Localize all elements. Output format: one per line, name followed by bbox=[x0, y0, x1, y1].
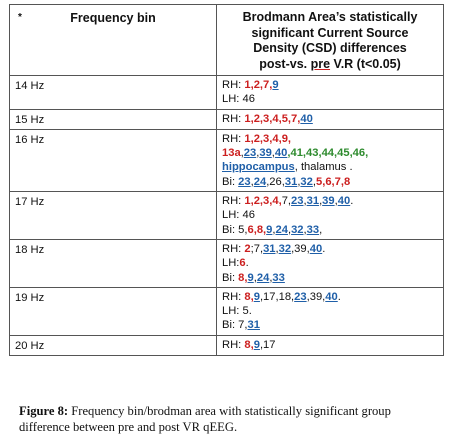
area-line bbox=[222, 256, 438, 270]
area-red: 8, bbox=[244, 290, 254, 303]
area-text: , bbox=[253, 271, 257, 284]
area-text: ;7, bbox=[250, 242, 264, 255]
brodmann-cell bbox=[217, 76, 444, 110]
area-text: Bi: bbox=[222, 271, 239, 284]
table-row bbox=[10, 192, 444, 240]
header-frequency-label: Frequency bin bbox=[70, 11, 156, 25]
area-text: , bbox=[303, 195, 307, 208]
area-red: 1,2,7, bbox=[244, 79, 273, 91]
area-blue: 39 bbox=[322, 195, 335, 208]
table-row bbox=[10, 109, 444, 129]
area-blue: 31 bbox=[284, 175, 298, 188]
area-blue: 40 bbox=[274, 147, 288, 160]
area-text: , bbox=[269, 271, 273, 284]
area-blue: 9 bbox=[253, 290, 260, 303]
area-red: 1,2,3,4, bbox=[244, 195, 282, 208]
area-text: LH: 46 bbox=[222, 93, 255, 106]
area-text: , bbox=[334, 195, 338, 208]
table-row bbox=[10, 287, 444, 335]
area-text: , bbox=[240, 147, 244, 160]
header-mark: * bbox=[18, 12, 22, 23]
area-blue: 32 bbox=[300, 175, 313, 188]
area-line bbox=[222, 223, 438, 237]
header-line: post-vs. pre V.R (t<0.05) bbox=[259, 56, 401, 71]
frequency-cell: 20 Hz bbox=[10, 335, 217, 355]
area-blue: 31 bbox=[263, 242, 276, 255]
area-line bbox=[222, 146, 438, 160]
brodmann-cell bbox=[217, 287, 444, 335]
area-red: 1,2,3,4,9, bbox=[244, 132, 292, 145]
area-blue: 9 bbox=[253, 338, 260, 351]
area-text: ,17,18, bbox=[259, 290, 295, 303]
area-text: , bbox=[256, 147, 260, 160]
area-text: , bbox=[250, 175, 254, 188]
area-blue: 9 bbox=[266, 223, 273, 236]
area-blue: 31 bbox=[306, 195, 320, 208]
area-text: RH: bbox=[222, 132, 245, 145]
header-brodmann-area bbox=[217, 5, 444, 76]
figure-caption bbox=[19, 403, 439, 435]
area-blue: 31 bbox=[247, 319, 260, 332]
area-text: , bbox=[319, 223, 323, 236]
area-blue: 40 bbox=[300, 112, 313, 125]
area-text: Bi: 7, bbox=[222, 319, 248, 332]
area-text: LH: bbox=[222, 257, 240, 270]
area-blue: 40 bbox=[309, 242, 323, 255]
area-text: RH: bbox=[222, 242, 245, 255]
area-red: 2 bbox=[244, 242, 251, 255]
area-blue: hippocampus bbox=[222, 161, 295, 174]
area-line bbox=[222, 318, 438, 332]
area-text: , thalamus . bbox=[294, 161, 353, 174]
area-text: Bi: 5, bbox=[222, 223, 248, 236]
header-frequency-bin bbox=[10, 5, 217, 76]
area-text: , bbox=[272, 223, 276, 236]
csd-table bbox=[9, 4, 444, 356]
figure-label: Figure 8: bbox=[19, 404, 69, 418]
area-blue: 24 bbox=[256, 271, 270, 284]
area-red: 5,6,7,8 bbox=[315, 175, 351, 188]
area-text: . bbox=[322, 242, 326, 255]
area-blue: 23 bbox=[243, 147, 257, 160]
area-text: , bbox=[303, 223, 307, 236]
area-text: RH: bbox=[222, 112, 245, 125]
area-red: 8, bbox=[238, 271, 248, 284]
brodmann-cell bbox=[217, 335, 444, 355]
area-blue: 9 bbox=[272, 79, 279, 91]
area-red: 6,8, bbox=[247, 223, 267, 236]
frequency-cell: 18 Hz bbox=[10, 239, 217, 287]
area-text: , bbox=[319, 195, 323, 208]
area-text: LH: 46 bbox=[222, 209, 255, 222]
area-text: 7, bbox=[281, 195, 292, 208]
area-text: LH: 5. bbox=[222, 305, 252, 318]
area-text: RH: bbox=[222, 290, 245, 303]
area-text: RH: bbox=[222, 79, 245, 91]
area-text: RH: bbox=[222, 338, 245, 351]
frequency-cell: 17 Hz bbox=[10, 192, 217, 240]
area-blue: 24 bbox=[253, 175, 267, 188]
area-text: , bbox=[312, 175, 316, 188]
header-line: Density (CSD) differences bbox=[253, 41, 407, 55]
area-blue: 9 bbox=[247, 271, 254, 284]
table-row bbox=[10, 335, 444, 355]
header-line: Brodmann Area’s statistically bbox=[242, 10, 418, 24]
area-line bbox=[222, 338, 438, 352]
area-line bbox=[222, 175, 438, 189]
frequency-cell: 14 Hz bbox=[10, 76, 217, 110]
area-red: 13a bbox=[222, 147, 241, 160]
area-line bbox=[222, 78, 438, 92]
area-text: ,17 bbox=[259, 338, 276, 351]
area-blue: 23 bbox=[238, 175, 251, 188]
area-text: ,39, bbox=[306, 290, 326, 303]
area-text: . bbox=[350, 195, 354, 208]
area-line bbox=[222, 271, 438, 285]
area-text: . bbox=[245, 257, 249, 270]
area-line bbox=[222, 132, 438, 146]
area-text: ,26, bbox=[266, 175, 285, 188]
area-blue: 39 bbox=[259, 147, 272, 160]
area-red: 1,2,3,4,5,7, bbox=[244, 112, 301, 125]
table-row bbox=[10, 129, 444, 191]
area-text: , bbox=[271, 147, 275, 160]
area-blue: 40 bbox=[337, 195, 351, 208]
area-blue: 32 bbox=[291, 223, 304, 236]
area-red: 6 bbox=[239, 257, 246, 270]
area-line bbox=[222, 194, 438, 208]
frequency-cell: 19 Hz bbox=[10, 287, 217, 335]
area-line bbox=[222, 112, 438, 126]
brodmann-cell bbox=[217, 239, 444, 287]
csd-table-container bbox=[9, 4, 443, 356]
brodmann-cell bbox=[217, 109, 444, 129]
table-row bbox=[10, 239, 444, 287]
area-line bbox=[222, 92, 438, 106]
area-text: ,39, bbox=[291, 242, 310, 255]
area-blue: 33 bbox=[306, 223, 320, 236]
area-blue: 40 bbox=[325, 290, 338, 303]
area-line bbox=[222, 160, 438, 174]
table-row bbox=[10, 76, 444, 110]
area-text: RH: bbox=[222, 195, 245, 208]
brodmann-cell bbox=[217, 129, 444, 191]
area-green: ,41,43,44,45,46, bbox=[287, 147, 369, 160]
table-body bbox=[10, 76, 444, 356]
area-blue: 24 bbox=[275, 223, 288, 236]
header-line: significant Current Source bbox=[251, 25, 409, 40]
frequency-cell: 16 Hz bbox=[10, 129, 217, 191]
area-text: , bbox=[275, 242, 279, 255]
area-red: 8, bbox=[244, 338, 254, 351]
area-line bbox=[222, 242, 438, 256]
area-line bbox=[222, 304, 438, 318]
area-blue: 33 bbox=[272, 271, 285, 284]
brodmann-cell bbox=[217, 192, 444, 240]
area-text: . bbox=[337, 290, 341, 303]
area-blue: 23 bbox=[294, 290, 307, 303]
area-line bbox=[222, 208, 438, 222]
pre-word: pre bbox=[310, 56, 331, 71]
area-text: Bi: bbox=[222, 175, 239, 188]
area-text: , bbox=[297, 175, 301, 188]
area-text: , bbox=[287, 223, 292, 236]
frequency-cell: 15 Hz bbox=[10, 109, 217, 129]
table-header-row bbox=[10, 5, 444, 76]
figure-caption-text: Frequency bin/brodman area with statistically significant group difference between pre and post VR qEEG. bbox=[19, 404, 391, 434]
area-blue: 23 bbox=[291, 195, 304, 208]
area-blue: 32 bbox=[278, 242, 292, 255]
area-line bbox=[222, 290, 438, 304]
